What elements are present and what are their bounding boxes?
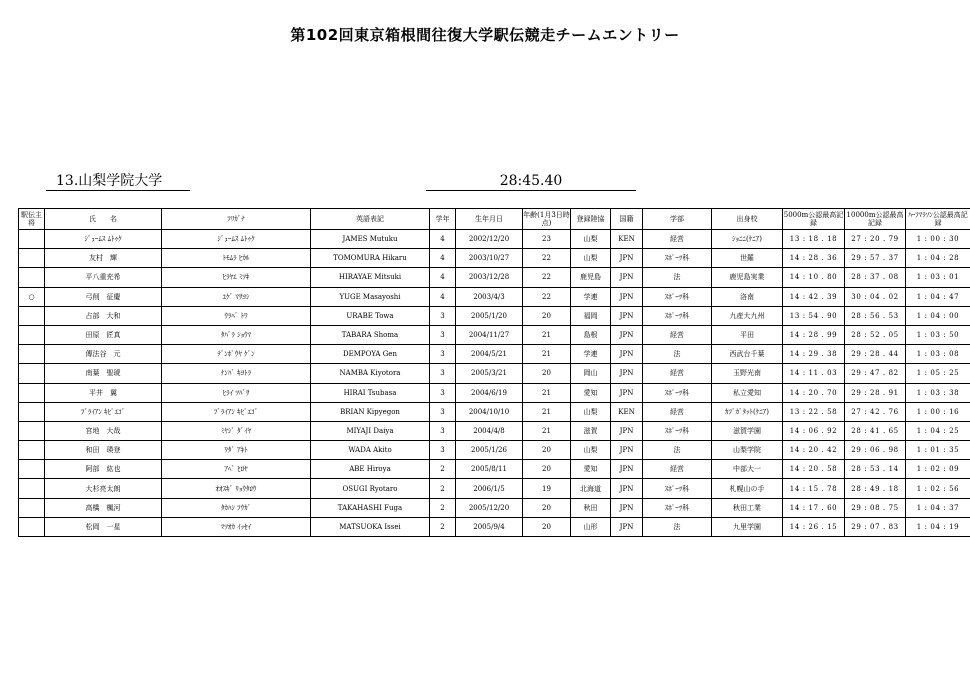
leg-mark (19, 230, 45, 249)
table-row (19, 345, 970, 364)
runner-birthdate: 2003/12/28 (456, 268, 523, 287)
leg-mark (19, 345, 45, 364)
runner-school: 秋田工業 (712, 498, 783, 517)
runner-age: 20 (523, 306, 571, 325)
runner-kana: ﾋﾗｲ ﾂﾊﾞｻ (162, 383, 311, 402)
pb-5000m: 13 : 54 . 90 (783, 306, 845, 325)
runner-grade: 2 (430, 460, 456, 479)
runner-age: 21 (523, 383, 571, 402)
runner-age: 20 (523, 460, 571, 479)
leg-mark (19, 498, 45, 517)
col-name: 氏 名 (45, 209, 162, 230)
pb-10000m: 29 : 47 . 82 (845, 364, 906, 383)
table-row (19, 364, 970, 383)
col-pb5000: 5000m公認最高記録 (783, 209, 845, 230)
table-row (19, 268, 970, 287)
runner-association: 滋賀 (571, 421, 611, 440)
runner-faculty: 法 (643, 345, 712, 364)
runner-grade: 4 (430, 287, 456, 306)
table-row (19, 383, 970, 402)
runner-faculty: ｽﾎﾟｰﾂ科 (643, 306, 712, 325)
runner-nationality: JPN (611, 498, 643, 517)
runner-kana: ﾏﾂｵｶ ｲｯｾｲ (162, 517, 311, 536)
runner-faculty: 経営 (643, 364, 712, 383)
table-row (19, 460, 970, 479)
runner-kana: ﾀｶﾊｼ ﾌｳｶﾞ (162, 498, 311, 517)
runner-grade: 3 (430, 441, 456, 460)
pb-10000m: 28 : 52 . 05 (845, 325, 906, 344)
col-english: 英語表記 (311, 209, 430, 230)
pb-half-marathon: 1 : 03 : 01 (906, 268, 970, 287)
pb-5000m: 14 : 11 . 03 (783, 364, 845, 383)
runner-age: 20 (523, 517, 571, 536)
runner-association: 学連 (571, 345, 611, 364)
runner-faculty: ｽﾎﾟｰﾂ科 (643, 383, 712, 402)
runner-school: 鹿児島実業 (712, 268, 783, 287)
pb-5000m: 14 : 17 . 60 (783, 498, 845, 517)
header-row (19, 209, 970, 230)
pb-half-marathon: 1 : 01 : 35 (906, 441, 970, 460)
runner-grade: 3 (430, 306, 456, 325)
pb-5000m: 14 : 15 . 78 (783, 479, 845, 498)
table-row (19, 421, 970, 440)
runner-kana: ｳﾗﾍﾞ ﾄﾜ (162, 306, 311, 325)
runner-nationality: JPN (611, 325, 643, 344)
runner-nationality: JPN (611, 268, 643, 287)
pb-5000m: 14 : 10 . 80 (783, 268, 845, 287)
pb-5000m: 14 : 20 . 42 (783, 441, 845, 460)
runner-name: ﾌﾞﾗｲｱﾝ ｷﾋﾟｴｺﾞ (45, 402, 162, 421)
pb-half-marathon: 1 : 03 : 38 (906, 383, 970, 402)
runner-school: 玉野光南 (712, 364, 783, 383)
pb-10000m: 28 : 49 . 18 (845, 479, 906, 498)
runner-faculty: ｽﾎﾟｰﾂ科 (643, 479, 712, 498)
runner-age: 22 (523, 268, 571, 287)
runner-birthdate: 2006/1/5 (456, 479, 523, 498)
runner-english: BRIAN Kipyegon (311, 402, 430, 421)
runner-english: ABE Hiroya (311, 460, 430, 479)
pb-half-marathon: 1 : 00 : 30 (906, 230, 970, 249)
runner-grade: 3 (430, 383, 456, 402)
runner-age: 20 (523, 364, 571, 383)
runner-english: TABARA Shoma (311, 325, 430, 344)
pb-5000m: 14 : 20 . 70 (783, 383, 845, 402)
runner-english: NAMBA Kiyotora (311, 364, 430, 383)
runner-association: 岡山 (571, 364, 611, 383)
table-row (19, 230, 970, 249)
runner-birthdate: 2002/12/20 (456, 230, 523, 249)
runner-school: 九産大九州 (712, 306, 783, 325)
runner-english: DEMPOYA Gen (311, 345, 430, 364)
runner-association: 学連 (571, 287, 611, 306)
runner-age: 22 (523, 287, 571, 306)
pb-5000m: 13 : 18 . 18 (783, 230, 845, 249)
table-row (19, 479, 970, 498)
leg-mark (19, 306, 45, 325)
runner-birthdate: 2005/1/20 (456, 306, 523, 325)
runner-age: 21 (523, 421, 571, 440)
runner-birthdate: 2005/12/20 (456, 498, 523, 517)
entry-table (18, 208, 970, 537)
pb-10000m: 29 : 08 . 75 (845, 498, 906, 517)
runner-kana: ﾅﾝﾊﾞ ｷﾖﾄﾗ (162, 364, 311, 383)
runner-school: 札幌山の手 (712, 479, 783, 498)
runner-school: 中部大一 (712, 460, 783, 479)
pb-10000m: 28 : 53 . 14 (845, 460, 906, 479)
col-faculty: 学部 (643, 209, 712, 230)
runner-association: 島根 (571, 325, 611, 344)
pb-10000m: 29 : 57 . 37 (845, 249, 906, 268)
runner-english: HIRAI Tsubasa (311, 383, 430, 402)
runner-association: 山梨 (571, 402, 611, 421)
team-name: 13.山梨学院大学 (46, 172, 190, 191)
runner-grade: 3 (430, 402, 456, 421)
runner-school: 世羅 (712, 249, 783, 268)
runner-name: 占部 大和 (45, 306, 162, 325)
runner-kana: ｼﾞｭｰﾑｽ ﾑﾄｩｸ (162, 230, 311, 249)
runner-kana: ﾕｹﾞ ﾏｻﾖｼ (162, 287, 311, 306)
pb-half-marathon: 1 : 04 : 25 (906, 421, 970, 440)
runner-english: YUGE Masayoshi (311, 287, 430, 306)
runner-age: 22 (523, 249, 571, 268)
runner-school: 九里学園 (712, 517, 783, 536)
runner-association: 愛知 (571, 460, 611, 479)
page-title: 第102回東京箱根間往復大学駅伝競走チームエントリー (290, 26, 680, 44)
team-average-time: 28:45.40 (426, 172, 636, 191)
runner-nationality: JPN (611, 249, 643, 268)
runner-kana: ﾜﾀﾞ ｱｷﾄ (162, 441, 311, 460)
runner-english: TOMOMURA Hikaru (311, 249, 430, 268)
leg-mark: ○ (19, 287, 45, 306)
runner-grade: 2 (430, 479, 456, 498)
runner-name: 高橋 楓河 (45, 498, 162, 517)
pb-10000m: 29 : 28 . 91 (845, 383, 906, 402)
runner-name: 南葉 聖琥 (45, 364, 162, 383)
runner-age: 23 (523, 230, 571, 249)
runner-birthdate: 2004/6/19 (456, 383, 523, 402)
runner-faculty: 経営 (643, 325, 712, 344)
pb-5000m: 14 : 42 . 39 (783, 287, 845, 306)
table-row (19, 402, 970, 421)
runner-english: WADA Akito (311, 441, 430, 460)
leg-mark (19, 441, 45, 460)
runner-kana: ｱﾍﾞ ﾋﾛﾔ (162, 460, 311, 479)
table-row (19, 517, 970, 536)
runner-kana: ﾄﾓﾑﾗ ﾋｶﾙ (162, 249, 311, 268)
pb-10000m: 29 : 07 . 83 (845, 517, 906, 536)
runner-grade: 2 (430, 517, 456, 536)
leg-mark (19, 479, 45, 498)
table-row (19, 306, 970, 325)
runner-school: 洛南 (712, 287, 783, 306)
runner-nationality: JPN (611, 364, 643, 383)
runner-age: 20 (523, 498, 571, 517)
leg-mark (19, 249, 45, 268)
runner-school: ｶﾌﾞｶﾞﾀｯﾄ(ｹﾆｱ) (712, 402, 783, 421)
runner-school: 私立愛知 (712, 383, 783, 402)
runner-faculty: ｽﾎﾟｰﾂ科 (643, 287, 712, 306)
runner-nationality: JPN (611, 287, 643, 306)
runner-school: 平田 (712, 325, 783, 344)
col-pb10000: 10000m公認最高記録 (845, 209, 906, 230)
pb-10000m: 29 : 06 . 98 (845, 441, 906, 460)
pb-10000m: 28 : 56 . 53 (845, 306, 906, 325)
runner-faculty: 経営 (643, 230, 712, 249)
pb-5000m: 14 : 28 . 99 (783, 325, 845, 344)
runner-birthdate: 2003/4/3 (456, 287, 523, 306)
leg-mark (19, 383, 45, 402)
runner-english: TAKAHASHI Fuga (311, 498, 430, 517)
runner-name: 和田 瑛登 (45, 441, 162, 460)
pb-half-marathon: 1 : 00 : 16 (906, 402, 970, 421)
runner-faculty: 法 (643, 268, 712, 287)
runner-association: 山梨 (571, 230, 611, 249)
runner-kana: ﾌﾞﾗｲｱﾝ ｷﾋﾟｴｺﾞ (162, 402, 311, 421)
runner-association: 北海道 (571, 479, 611, 498)
runner-birthdate: 2005/8/11 (456, 460, 523, 479)
runner-grade: 4 (430, 249, 456, 268)
runner-nationality: KEN (611, 402, 643, 421)
col-age: 年齢(1月3日時点) (523, 209, 571, 230)
runner-english: MIYAJI Daiya (311, 421, 430, 440)
runner-name: 傳法谷 元 (45, 345, 162, 364)
runner-kana: ﾐﾔｼﾞ ﾀﾞｲﾔ (162, 421, 311, 440)
runner-english: URABE Towa (311, 306, 430, 325)
runner-nationality: JPN (611, 421, 643, 440)
runner-kana: ﾋﾗﾔｴ ﾐﾂｷ (162, 268, 311, 287)
runner-name: 平八重充希 (45, 268, 162, 287)
runner-faculty: 法 (643, 441, 712, 460)
pb-10000m: 28 : 37 . 08 (845, 268, 906, 287)
runner-grade: 4 (430, 268, 456, 287)
runner-faculty: 経営 (643, 460, 712, 479)
table-row (19, 325, 970, 344)
runner-grade: 3 (430, 421, 456, 440)
pb-10000m: 27 : 20 . 79 (845, 230, 906, 249)
runner-name: 大杉亮太朗 (45, 479, 162, 498)
pb-10000m: 28 : 41 . 65 (845, 421, 906, 440)
runner-association: 秋田 (571, 498, 611, 517)
runner-school: 山梨学院 (712, 441, 783, 460)
pb-half-marathon: 1 : 03 : 08 (906, 345, 970, 364)
runner-english: HIRAYAE Mitsuki (311, 268, 430, 287)
leg-mark (19, 517, 45, 536)
table-row (19, 441, 970, 460)
runner-kana: ﾃﾞﾝﾎﾟｳﾔ ｹﾞﾝ (162, 345, 311, 364)
runner-name: 平井 翼 (45, 383, 162, 402)
pb-half-marathon: 1 : 04 : 37 (906, 498, 970, 517)
table-row (19, 249, 970, 268)
runner-faculty: ｽﾎﾟｰﾂ科 (643, 498, 712, 517)
col-nationality: 国籍 (611, 209, 643, 230)
pb-half-marathon: 1 : 03 : 50 (906, 325, 970, 344)
col-assoc: 登録陸協 (571, 209, 611, 230)
runner-age: 19 (523, 479, 571, 498)
runner-name: 松岡 一星 (45, 517, 162, 536)
pb-5000m: 14 : 06 . 92 (783, 421, 845, 440)
runner-school: 西武台千葉 (712, 345, 783, 364)
col-school: 出身校 (712, 209, 783, 230)
runner-nationality: JPN (611, 479, 643, 498)
runner-age: 21 (523, 345, 571, 364)
runner-nationality: JPN (611, 306, 643, 325)
pb-half-marathon: 1 : 02 : 56 (906, 479, 970, 498)
leg-mark (19, 421, 45, 440)
runner-name: 田原 匠真 (45, 325, 162, 344)
runner-nationality: KEN (611, 230, 643, 249)
runner-birthdate: 2005/1/26 (456, 441, 523, 460)
runner-faculty: 法 (643, 517, 712, 536)
leg-mark (19, 460, 45, 479)
runner-nationality: JPN (611, 441, 643, 460)
runner-kana: ｵｵｽｷﾞ ﾘｮｳﾀﾛｳ (162, 479, 311, 498)
runner-school: 滋賀学園 (712, 421, 783, 440)
runner-age: 21 (523, 402, 571, 421)
col-birth: 生年月日 (456, 209, 523, 230)
pb-half-marathon: 1 : 02 : 09 (906, 460, 970, 479)
runner-kana: ﾀﾊﾞﾗ ｼｮｳﾏ (162, 325, 311, 344)
runner-nationality: JPN (611, 517, 643, 536)
pb-half-marathon: 1 : 04 : 28 (906, 249, 970, 268)
runner-grade: 3 (430, 345, 456, 364)
pb-half-marathon: 1 : 04 : 00 (906, 306, 970, 325)
runner-faculty: ｽﾎﾟｰﾂ科 (643, 249, 712, 268)
runner-birthdate: 2005/9/4 (456, 517, 523, 536)
pb-5000m: 14 : 28 . 36 (783, 249, 845, 268)
runner-english: OSUGI Ryotaro (311, 479, 430, 498)
pb-5000m: 14 : 29 . 38 (783, 345, 845, 364)
runner-birthdate: 2004/11/27 (456, 325, 523, 344)
col-pbhalf: ﾊｰﾌﾏﾗｿﾝ公認最高記録 (906, 209, 970, 230)
runner-birthdate: 2004/4/8 (456, 421, 523, 440)
runner-grade: 4 (430, 230, 456, 249)
runner-birthdate: 2003/10/27 (456, 249, 523, 268)
table-body (19, 230, 970, 537)
pb-half-marathon: 1 : 05 : 25 (906, 364, 970, 383)
leg-mark (19, 268, 45, 287)
col-leg: 駅伝主将 (19, 209, 45, 230)
col-grade: 学年 (430, 209, 456, 230)
pb-5000m: 14 : 26 . 15 (783, 517, 845, 536)
runner-grade: 2 (430, 498, 456, 517)
pb-5000m: 14 : 20 . 58 (783, 460, 845, 479)
runner-name: 阿部 紘也 (45, 460, 162, 479)
runner-name: 弓削 征慶 (45, 287, 162, 306)
runner-birthdate: 2005/3/21 (456, 364, 523, 383)
runner-nationality: JPN (611, 383, 643, 402)
runner-name: 友村 輝 (45, 249, 162, 268)
pb-10000m: 30 : 04 . 02 (845, 287, 906, 306)
pb-half-marathon: 1 : 04 : 47 (906, 287, 970, 306)
runner-association: 山梨 (571, 249, 611, 268)
runner-association: 福岡 (571, 306, 611, 325)
runner-english: JAMES Mutuku (311, 230, 430, 249)
pb-half-marathon: 1 : 04 : 19 (906, 517, 970, 536)
runner-age: 21 (523, 325, 571, 344)
runner-association: 愛知 (571, 383, 611, 402)
runner-grade: 3 (430, 364, 456, 383)
runner-association: 山梨 (571, 441, 611, 460)
pb-10000m: 29 : 28 . 44 (845, 345, 906, 364)
leg-mark (19, 402, 45, 421)
runner-association: 山形 (571, 517, 611, 536)
table-row (19, 498, 970, 517)
runner-birthdate: 2004/5/21 (456, 345, 523, 364)
table-row (19, 287, 970, 306)
leg-mark (19, 364, 45, 383)
runner-faculty: 経営 (643, 402, 712, 421)
runner-school: ｼｮﾆﾆ(ｹﾆｱ) (712, 230, 783, 249)
leg-mark (19, 325, 45, 344)
runner-nationality: JPN (611, 460, 643, 479)
runner-nationality: JPN (611, 345, 643, 364)
runner-name: ｼﾞｭｰﾑｽ ﾑﾄｩｸ (45, 230, 162, 249)
runner-grade: 3 (430, 325, 456, 344)
runner-association: 鹿児島 (571, 268, 611, 287)
runner-birthdate: 2004/10/10 (456, 402, 523, 421)
runner-name: 宮地 大哉 (45, 421, 162, 440)
col-kana: ﾌﾘｶﾞﾅ (162, 209, 311, 230)
runner-english: MATSUOKA Issei (311, 517, 430, 536)
pb-10000m: 27 : 42 . 76 (845, 402, 906, 421)
pb-5000m: 13 : 22 . 58 (783, 402, 845, 421)
runner-age: 20 (523, 441, 571, 460)
runner-faculty: ｽﾎﾟｰﾂ科 (643, 421, 712, 440)
